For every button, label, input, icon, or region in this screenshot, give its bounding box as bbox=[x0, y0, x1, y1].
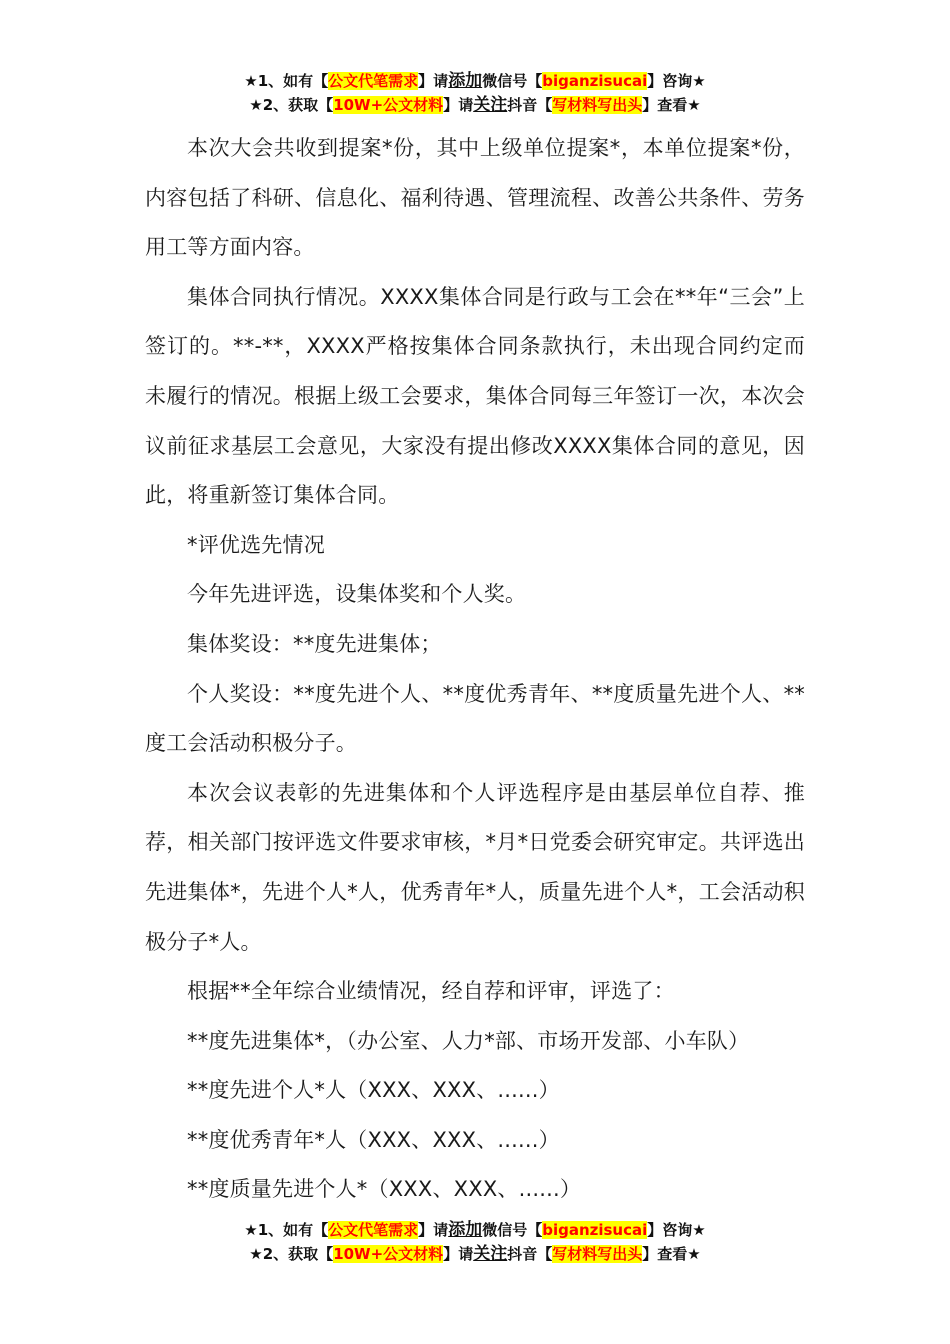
list-item: **度先进个人*人（XXX、XXX、......） bbox=[187, 1078, 560, 1103]
footer-banner bbox=[0, 1218, 950, 1266]
paragraph: 今年先进评选，设集体奖和个人奖。 bbox=[187, 582, 527, 607]
list-item: **度优秀青年*人（XXX、XXX、......） bbox=[187, 1127, 560, 1152]
paragraph: 本次大会共收到提案*份，其中上级单位提案*，本单位提案*份，内容包括了科研、信息化、福利待遇、管理流程、改善公共条件、劳务用工等方面内容。 bbox=[145, 136, 805, 260]
paragraph: 集体奖设：**度先进集体； bbox=[187, 631, 442, 656]
banner-line-2: ★2、获取【10W+公文材料】请关注抖音【写材料写出头】查看★ bbox=[249, 1244, 701, 1264]
paragraph: 集体合同执行情况。XXXX集体合同是行政与工会在**年“三会”上签订的。**-**，XXXX严格按集体合同条款执行，未出现合同约定而未履行的情况。根据上级工会要求，集体合同每三年签订一次，本次会议前征求基层工会意见，大家没有提出修改XXXX集体合同的意见，因此，将重新签订集体合同。 bbox=[145, 284, 805, 508]
paragraph: 本次会议表彰的先进集体和个人评选程序是由基层单位自荐、推荐，相关部门按评选文件要求审核，*月*日党委会研究审定。共评选出先进集体*，先进个人*人，优秀青年*人，质量先进个人*，工会活动积极分子*人。 bbox=[145, 780, 805, 954]
paragraph: 根据**全年综合业绩情况，经自荐和评审，评选了： bbox=[187, 979, 675, 1004]
list-item: **度先进集体*，（办公室、人力*部、市场开发部、小车队） bbox=[187, 1028, 750, 1053]
highlight-douyin: 写材料写出头 bbox=[552, 96, 643, 114]
highlight-materials: 10W+公文材料 bbox=[333, 1245, 444, 1263]
document-body bbox=[145, 124, 805, 1215]
highlight-douyin: 写材料写出头 bbox=[552, 1245, 643, 1263]
highlight-service: 公文代笔需求 bbox=[328, 1221, 419, 1239]
paragraph: 个人奖设：**度先进个人、**度优秀青年、**度质量先进个人、**度工会活动积极分子。 bbox=[145, 681, 805, 756]
highlight-wechat-id: biganzisucai bbox=[542, 72, 648, 90]
list-item: **度质量先进个人*（XXX、XXX、......） bbox=[187, 1177, 582, 1202]
banner-line-1: ★1、如有【公文代笔需求】请添加微信号【biganzisucai】咨询★ bbox=[244, 71, 706, 91]
highlight-wechat-id: biganzisucai bbox=[542, 1221, 648, 1239]
banner-line-2: ★2、获取【10W+公文材料】请关注抖音【写材料写出头】查看★ bbox=[249, 95, 701, 115]
header-banner bbox=[0, 69, 950, 117]
section-heading: *评优选先情况 bbox=[187, 532, 325, 557]
highlight-service: 公文代笔需求 bbox=[328, 72, 419, 90]
highlight-materials: 10W+公文材料 bbox=[333, 96, 444, 114]
banner-line-1: ★1、如有【公文代笔需求】请添加微信号【biganzisucai】咨询★ bbox=[244, 1220, 706, 1240]
